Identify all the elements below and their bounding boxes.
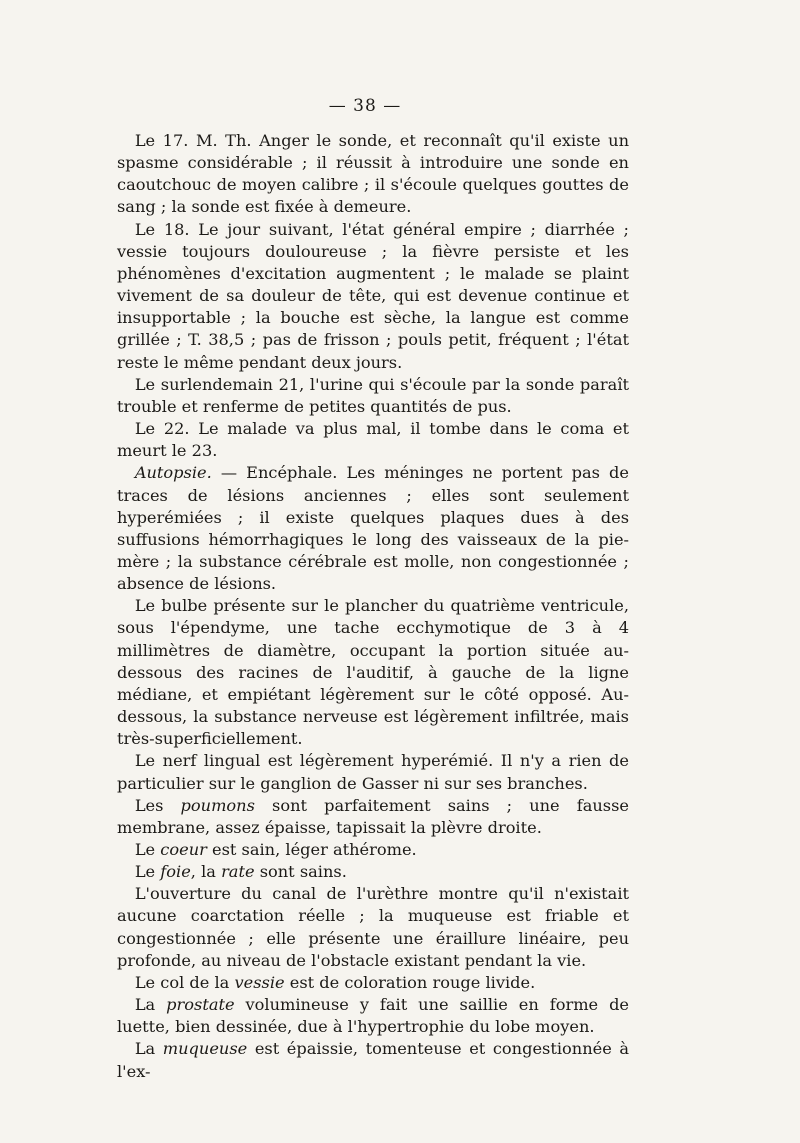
text-run: Le surlendemain 21, l'urine qui s'écoule par la sonde paraît trouble et renferme de petites quantités de pus. [117,374,629,416]
text-run: La [134,1039,163,1059]
text-run: — Encéphale. Les méninges ne portent pas de traces de lésions anciennes ; elles sont seulement hyperémiées ; il existe quelques plaques dues à des suffusions hémorrhagiques le long des vaisseaux de la pie-mère ; la substance cérébrale est molle, non congestionnée ; absence de lésions. [117,463,629,594]
paragraph [117,861,629,883]
body-text [117,130,629,1083]
paragraph [117,883,629,972]
paragraph [117,795,629,839]
page-number: — 38 — [328,96,402,116]
text-run: , la [190,862,222,882]
text-run: L'ouverture du canal de l'urèthre montre qu'il n'existait aucune coarctation réelle ; la muqueuse est friable et congestionnée ; elle présente une éraillure linéaire, peu profonde, au niveau de l'obstacle existant pendant la vie. [117,884,629,970]
text-run: volumineuse y fait une saillie en forme de luette, bien dessinée, due à l'hypertrophie du lobe moyen. [117,995,630,1037]
paragraph [117,374,629,418]
text-run: Le [134,862,161,882]
text-run: Le 18. Le jour suivant, l'état général empire ; diarrhée ; vessie toujours douloureuse ; la fièvre persiste et les phénomènes d'excitation augmentent ; le malade se plaint vivement de sa douleur de tête, qui est devenue continue et insupportable ; la bouche est sèche, la langue est comme grillée ; T. 38,5 ; pas de frisson ; pouls petit, fréquent ; l'état reste le même pendant deux jours. [117,219,629,372]
text-run: La [134,995,167,1015]
text-run: est de coloration rouge livide. [284,972,536,992]
text-run: Le 17. M. Th. Anger le sonde, et reconnaît qu'il existe un spasme considérable ; il réussit à introduire une sonde en caoutchouc de moyen calibre ; il s'écoule quelques gouttes de sang ; la sonde est fixée à demeure. [117,131,629,217]
text-run: Le [134,840,161,859]
italic-term: Autopsie. [134,463,212,483]
paragraph [117,418,629,462]
text-run: Les [134,795,181,815]
paragraph [117,750,629,794]
text-run: sont parfaitement sains ; une fausse membrane, assez épaisse, tapissait la plèvre droite. [117,795,629,837]
italic-term: muqueuse [162,1039,248,1059]
italic-term: coeur [160,840,207,859]
text-run: Le col de la [134,972,235,992]
paragraph [117,595,629,750]
italic-term: foie [160,862,191,882]
text-run: Le 22. Le malade va plus mal, il tombe dans le coma et meurt le 23. [117,419,629,461]
italic-term: prostate [166,995,235,1015]
text-run: est épaissie, tomenteuse et congestionnée à l'ex- [117,1039,629,1081]
paragraph [117,839,629,861]
text-run: est sain, léger athérome. [206,840,417,859]
text-run: Le bulbe présente sur le plancher du quatrième ventricule, sous l'épendyme, une tache ecchymotique de 3 à 4 millimètres de diamètre, occupant la portion située au-dessous des racines de l'auditif, à gauche de la ligne médiane, et empiétant légèrement sur le côté opposé. Au-dessous, la substance nerveuse est légèrement infiltrée, mais très-superficiellement. [117,596,629,749]
text-run: Le nerf lingual est légèrement hyperémié. Il n'y a rien de particulier sur le ganglion de Gasser ni sur ses branches. [117,751,629,793]
italic-term: vessie [234,972,285,992]
paragraph [117,972,629,994]
paragraph [117,462,629,595]
italic-term: rate [221,862,255,882]
paragraph [117,994,629,1038]
text-run: sont sains. [254,862,347,882]
paragraph [117,130,629,219]
paragraph [117,1038,629,1082]
italic-term: poumons [180,795,255,815]
paragraph [117,219,629,374]
